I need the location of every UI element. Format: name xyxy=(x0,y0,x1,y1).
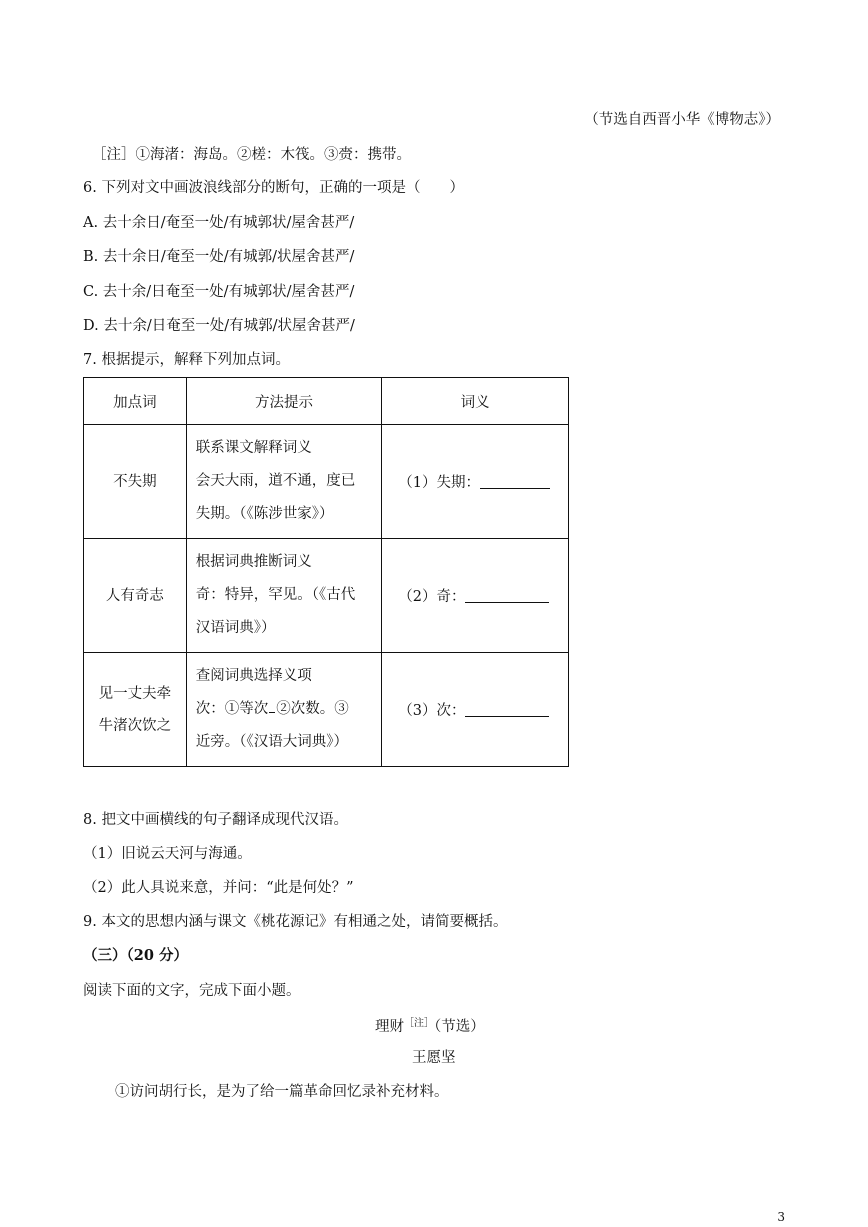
hint-cell: 查阅词典选择义项 次：①等次 ②次数。③ 近旁。（《汉语大词典》） xyxy=(186,653,382,767)
word-cell: 不失期 xyxy=(84,425,187,539)
section-heading: （三）（20 分） xyxy=(83,947,188,964)
question-7: 7. 根据提示，解释下列加点词。 xyxy=(83,352,290,368)
answer-cell: （3）次： xyxy=(382,653,569,767)
answer-cell: （1）失期： xyxy=(382,425,569,539)
word-cell: 见一丈夫牵 牛渚次饮之 xyxy=(84,653,187,767)
section-instruction: 阅读下面的文字，完成下面小题。 xyxy=(83,983,301,999)
option-d: D. 去十余/日奄至一处/有城郭/状屋舍甚严/ xyxy=(83,318,355,334)
answer-blank[interactable] xyxy=(480,474,550,489)
paragraph-1: ①访问胡行长，是为了给一篇革命回忆录补充材料。 xyxy=(115,1084,449,1100)
header-meaning: 词义 xyxy=(382,378,569,425)
source-citation: （节选自西晋小华《博物志》） xyxy=(584,112,780,128)
article-author: 王愿坚 xyxy=(412,1050,456,1066)
hint-cell: 联系课文解释词义 会天大雨，道不通，度已 失期。（《陈涉世家》） xyxy=(186,425,382,539)
page-number: 3 xyxy=(777,1210,785,1224)
underline-mark xyxy=(269,700,275,713)
question-8: 8. 把文中画横线的句子翻译成现代汉语。 xyxy=(83,812,348,828)
q8-item-2: （2）此人具说来意，并问：“此是何处？” xyxy=(83,880,354,896)
option-b: B. 去十余日/奄至一处/有城郭/状屋舍甚严/ xyxy=(83,249,355,265)
hint-cell: 根据词典推断词义 奇：特异，罕见。（《古代 汉语词典》） xyxy=(186,539,382,653)
annotation-note: ［注］①海渚：海岛。②槎：木筏。③赍：携带。 xyxy=(92,147,411,163)
q8-item-1: （1）旧说云天河与海通。 xyxy=(83,846,252,862)
answer-blank[interactable] xyxy=(465,702,549,717)
header-word: 加点词 xyxy=(84,378,187,425)
table-row xyxy=(84,653,569,767)
header-hint: 方法提示 xyxy=(186,378,382,425)
option-a: A. 去十余日/奄至一处/有城郭状/屋舍甚严/ xyxy=(83,215,355,231)
vocab-table xyxy=(83,377,569,767)
table-row xyxy=(84,425,569,539)
title-note-marker: ［注］ xyxy=(404,1018,434,1029)
word-cell: 人有奇志 xyxy=(84,539,187,653)
option-c: C. 去十余/日奄至一处/有城郭状/屋舍甚严/ xyxy=(83,284,355,300)
table-row xyxy=(84,539,569,653)
table-header-row xyxy=(84,378,569,425)
answer-blank[interactable] xyxy=(465,588,549,603)
question-9: 9. 本文的思想内涵与课文《桃花源记》有相通之处，请简要概括。 xyxy=(83,914,508,930)
question-6: 6. 下列对文中画波浪线部分的断句，正确的一项是（ ） xyxy=(83,180,464,196)
answer-cell: （2）奇： xyxy=(382,539,569,653)
article-title: 理财$^{[注]}$（节选） xyxy=(375,1018,485,1035)
